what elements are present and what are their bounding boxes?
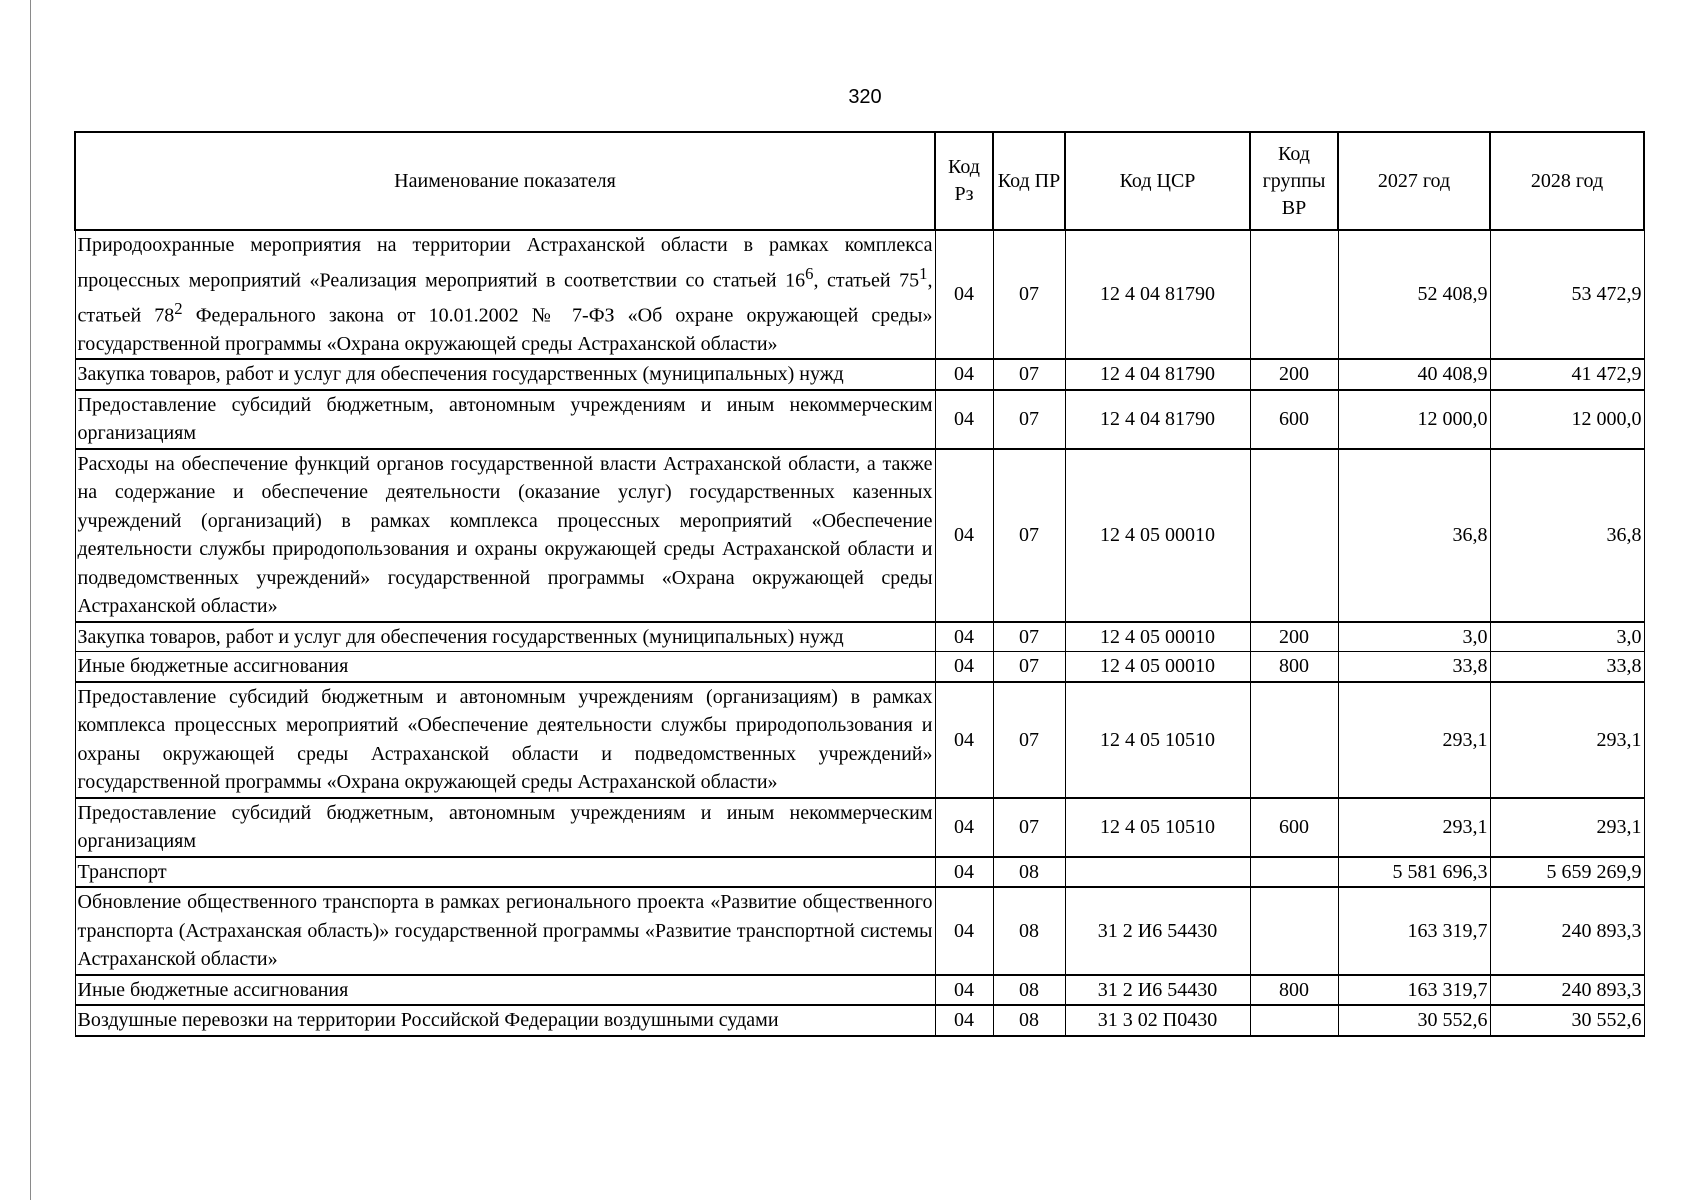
- row-pr: 07: [993, 682, 1065, 798]
- binding-margin-line: [30, 0, 31, 1200]
- table-row: [75, 622, 1644, 652]
- row-csr: 31 2 И6 54430: [1065, 887, 1250, 975]
- row-rz: 04: [935, 887, 993, 975]
- row-amount-2027: 36,8: [1338, 449, 1490, 622]
- row-amount-2028: 53 472,9: [1490, 230, 1644, 359]
- page-number: 320: [848, 86, 882, 108]
- row-amount-2028: 240 893,3: [1490, 975, 1644, 1006]
- row-pr: 08: [993, 975, 1065, 1006]
- row-csr: 31 2 И6 54430: [1065, 975, 1250, 1006]
- row-rz: 04: [935, 857, 993, 888]
- table-row: [75, 359, 1644, 390]
- row-pr: 07: [993, 652, 1065, 682]
- row-rz: 04: [935, 390, 993, 449]
- table-row: [75, 798, 1644, 857]
- row-rz: 04: [935, 230, 993, 359]
- row-amount-2028: 36,8: [1490, 449, 1644, 622]
- row-csr: [1065, 857, 1250, 888]
- row-pr: 07: [993, 359, 1065, 390]
- row-amount-2027: 12 000,0: [1338, 390, 1490, 449]
- row-pr: 07: [993, 449, 1065, 622]
- row-amount-2027: 163 319,7: [1338, 975, 1490, 1006]
- row-csr: 12 4 04 81790: [1065, 390, 1250, 449]
- header-2028: 2028 год: [1490, 132, 1644, 230]
- row-amount-2027: 163 319,7: [1338, 887, 1490, 975]
- row-rz: 04: [935, 622, 993, 652]
- row-pr: 07: [993, 230, 1065, 359]
- table-row: [75, 449, 1644, 622]
- row-name: Закупка товаров, работ и услуг для обеспечения государственных (муниципальных) нужд: [75, 359, 935, 390]
- header-rz: Код Рз: [935, 132, 993, 230]
- row-rz: 04: [935, 975, 993, 1006]
- row-rz: 04: [935, 449, 993, 622]
- row-pr: 07: [993, 798, 1065, 857]
- row-rz: 04: [935, 359, 993, 390]
- row-vr: [1250, 1005, 1338, 1036]
- row-pr: 07: [993, 390, 1065, 449]
- row-csr: 12 4 04 81790: [1065, 230, 1250, 359]
- row-amount-2028: 293,1: [1490, 798, 1644, 857]
- row-pr: 08: [993, 1005, 1065, 1036]
- row-vr: 800: [1250, 975, 1338, 1006]
- row-vr: 800: [1250, 652, 1338, 682]
- table-row: [75, 652, 1644, 682]
- row-rz: 04: [935, 1005, 993, 1036]
- header-vr: Код группы ВР: [1250, 132, 1338, 230]
- row-name: Закупка товаров, работ и услуг для обеспечения государственных (муниципальных) нужд: [75, 622, 935, 652]
- header-csr: Код ЦСР: [1065, 132, 1250, 230]
- row-name: Расходы на обеспечение функций органов государственной власти Астраханской области, а также на содержание и обеспечение деятельности (оказание услуг) государственных казенных учреждений (организаций) в рамках комплекса процессных мероприятий «Обеспечение деятельности службы природопользования и охраны окружающей среды Астраханской области и подведомственных учреждений» государственной программы «Охрана окружающей среды Астраханской области»: [75, 449, 935, 622]
- row-name: Предоставление субсидий бюджетным, автономным учреждениям и иным некоммерческим организациям: [75, 390, 935, 449]
- row-rz: 04: [935, 798, 993, 857]
- row-csr: 12 4 04 81790: [1065, 359, 1250, 390]
- row-csr: 12 4 05 00010: [1065, 652, 1250, 682]
- row-name: Предоставление субсидий бюджетным, автономным учреждениям и иным некоммерческим организациям: [75, 798, 935, 857]
- row-vr: [1250, 857, 1338, 888]
- header-name: Наименование показателя: [75, 132, 935, 230]
- row-vr: 200: [1250, 359, 1338, 390]
- row-name: Предоставление субсидий бюджетным и автономным учреждениям (организациям) в рамках комплекса процессных мероприятий «Обеспечение деятельности службы природопользования и охраны окружающей среды Астраханской области и подведомственных учреждений» государственной программы «Охрана окружающей среды Астраханской области»: [75, 682, 935, 798]
- table-body: [75, 230, 1644, 1036]
- row-vr: 200: [1250, 622, 1338, 652]
- row-pr: 08: [993, 857, 1065, 888]
- row-csr: 12 4 05 10510: [1065, 682, 1250, 798]
- row-rz: 04: [935, 652, 993, 682]
- row-amount-2027: 52 408,9: [1338, 230, 1490, 359]
- row-vr: [1250, 682, 1338, 798]
- row-csr: 12 4 05 10510: [1065, 798, 1250, 857]
- row-name: Природоохранные мероприятия на территории Астраханской области в рамках комплекса процессных мероприятий «Реализация мероприятий в соответствии со статьей $16^6$, статьей $75^1$, статьей $78^2$ Федерального закона от 10.01.2002 № 7-ФЗ «Об охране окружающей среды» государственной программы «Охрана окружающей среды Астраханской области»: [75, 230, 935, 359]
- row-amount-2028: 240 893,3: [1490, 887, 1644, 975]
- row-amount-2028: 12 000,0: [1490, 390, 1644, 449]
- table-header-row: [75, 132, 1644, 230]
- table-row: [75, 230, 1644, 359]
- row-vr: [1250, 449, 1338, 622]
- table-row: [75, 1005, 1644, 1036]
- row-amount-2028: 3,0: [1490, 622, 1644, 652]
- row-amount-2027: 40 408,9: [1338, 359, 1490, 390]
- row-name: Обновление общественного транспорта в рамках регионального проекта «Развитие общественного транспорта (Астраханская область)» государственной программы «Развитие транспортной системы Астраханской области»: [75, 887, 935, 975]
- row-pr: 08: [993, 887, 1065, 975]
- row-amount-2027: 293,1: [1338, 798, 1490, 857]
- header-2027: 2027 год: [1338, 132, 1490, 230]
- table-row: [75, 887, 1644, 975]
- row-amount-2027: 33,8: [1338, 652, 1490, 682]
- row-amount-2027: 5 581 696,3: [1338, 857, 1490, 888]
- row-csr: 31 3 02 П0430: [1065, 1005, 1250, 1036]
- row-csr: 12 4 05 00010: [1065, 449, 1250, 622]
- table-row: [75, 390, 1644, 449]
- table-row: [75, 975, 1644, 1006]
- row-vr: [1250, 230, 1338, 359]
- table-row: [75, 857, 1644, 888]
- row-amount-2028: 293,1: [1490, 682, 1644, 798]
- row-name: Воздушные перевозки на территории Российской Федерации воздушными судами: [75, 1005, 935, 1036]
- row-csr: 12 4 05 00010: [1065, 622, 1250, 652]
- header-pr: Код ПР: [993, 132, 1065, 230]
- budget-table: [74, 131, 1645, 1037]
- row-name: Иные бюджетные ассигнования: [75, 652, 935, 682]
- row-amount-2027: 293,1: [1338, 682, 1490, 798]
- row-vr: [1250, 887, 1338, 975]
- row-vr: 600: [1250, 798, 1338, 857]
- row-vr: 600: [1250, 390, 1338, 449]
- row-rz: 04: [935, 682, 993, 798]
- row-amount-2027: 3,0: [1338, 622, 1490, 652]
- row-amount-2028: 5 659 269,9: [1490, 857, 1644, 888]
- row-amount-2027: 30 552,6: [1338, 1005, 1490, 1036]
- table-row: [75, 682, 1644, 798]
- row-amount-2028: 30 552,6: [1490, 1005, 1644, 1036]
- row-name: Транспорт: [75, 857, 935, 888]
- row-pr: 07: [993, 622, 1065, 652]
- row-amount-2028: 33,8: [1490, 652, 1644, 682]
- row-name: Иные бюджетные ассигнования: [75, 975, 935, 1006]
- row-amount-2028: 41 472,9: [1490, 359, 1644, 390]
